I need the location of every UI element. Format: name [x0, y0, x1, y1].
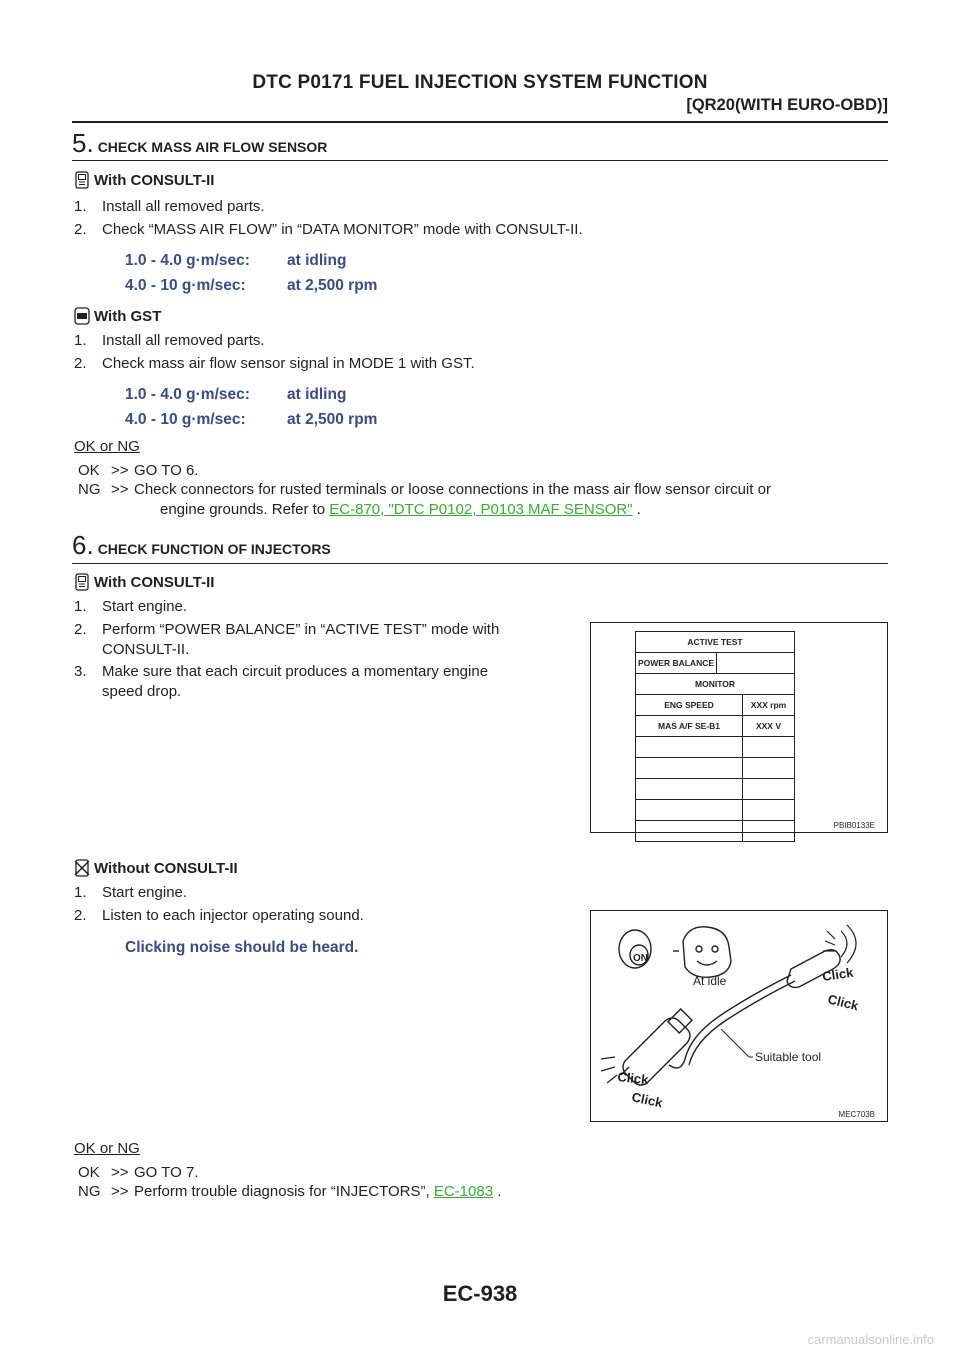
engine-subtitle: [QR20(WITH EURO-OBD)]	[686, 96, 888, 114]
no-consult-icon	[74, 859, 90, 877]
sound-lines-icon	[601, 1057, 617, 1083]
monitor-row: ENG SPEED XXX rpm	[636, 694, 794, 715]
consult-mode-label: With CONSULT-II	[94, 573, 215, 591]
monitor-empty-row	[636, 757, 794, 778]
step-6-consult-step-3: 3. Make sure that each circuit produces a momentary engine speed drop.	[74, 663, 489, 700]
clicking-spec: Clicking noise should be heard.	[125, 939, 359, 956]
step-6-consult-step-1: 1. Start engine.	[74, 598, 188, 615]
svg-text:ON: ON	[633, 953, 648, 964]
gst-mode-heading	[74, 307, 161, 325]
ok-result: OK >> GO TO 7.	[78, 1164, 199, 1181]
step-5-rule	[72, 160, 888, 161]
svg-text:Click: Click	[826, 991, 861, 1014]
monitor-empty-row	[636, 799, 794, 820]
spec-row: 1.0 - 4.0 g·m/sec: at idling	[125, 386, 347, 403]
svg-text:Click: Click	[630, 1089, 664, 1111]
engine-icon	[673, 927, 731, 978]
spec-row: 1.0 - 4.0 g·m/sec: at idling	[125, 252, 347, 269]
ok-result: OK >> GO TO 6.	[78, 462, 199, 479]
step-5-gst-step-2: 2. Check mass air flow sensor signal in MODE 1 with GST.	[74, 355, 475, 372]
step-6-heading	[72, 530, 331, 561]
monitor-test-row: POWER BALANCE	[636, 652, 794, 673]
gst-mode-label: With GST	[94, 307, 162, 325]
injector-figure	[590, 910, 888, 1122]
consult-mode-heading	[74, 171, 214, 189]
svg-text:Click: Click	[821, 964, 855, 984]
monitor-empty-row	[636, 736, 794, 757]
step-6-number: 6.	[72, 530, 94, 560]
without-consult-label: Without CONSULT-II	[94, 859, 238, 877]
svg-text:At idle: At idle	[693, 974, 727, 988]
step-6-consult-step-2: 2. Perform “POWER BALANCE” in “ACTIVE TEST” mode with CONSULT-II.	[74, 621, 500, 658]
figure-code: PBIB0133E	[833, 821, 875, 830]
header-rule	[72, 121, 888, 123]
spec-row: 4.0 - 10 g·m/sec: at 2,500 rpm	[125, 411, 378, 428]
svg-text:Click: Click	[616, 1069, 650, 1088]
monitor-label-row: MONITOR	[636, 673, 794, 694]
monitor-table	[635, 631, 795, 842]
ng-result: NG >> Perform trouble diagnosis for “INJECTORS”, EC-1083 .	[78, 1183, 502, 1200]
consult-mode-heading	[74, 573, 214, 591]
step-6-title: CHECK FUNCTION OF INJECTORS	[97, 541, 331, 557]
ok-or-ng-label: OK or NG	[74, 1140, 140, 1157]
active-test-figure	[590, 622, 888, 833]
watermark: carmanualsonline.info	[807, 1332, 934, 1347]
consult-icon	[74, 573, 90, 591]
spec-row: 4.0 - 10 g·m/sec: at 2,500 rpm	[125, 277, 378, 294]
consult-mode-label: With CONSULT-II	[94, 171, 215, 189]
step-6-without-step-1: 1. Start engine.	[74, 884, 188, 901]
monitor-header: ACTIVE TEST	[687, 637, 743, 647]
step-5-heading	[72, 128, 327, 159]
ng-result: NG >> Check connectors for rusted terminals or loose connections in the mass air flow sensor circuit or engine grounds. Refer to EC-870, "DTC P0102, P0103 MAF SENSOR" .	[78, 481, 771, 518]
monitor-empty-row	[636, 820, 794, 841]
ok-or-ng-label: OK or NG	[74, 438, 140, 455]
step-5-title: CHECK MASS AIR FLOW SENSOR	[97, 139, 328, 155]
step-6-without-step-2: 2. Listen to each injector operating sound.	[74, 907, 364, 924]
without-consult-heading	[74, 859, 238, 877]
monitor-row: MAS A/F SE-B1 XXX V	[636, 715, 794, 736]
step-5-consult-step-2: 2. Check “MASS AIR FLOW” in “DATA MONITOR” mode with CONSULT-II.	[74, 221, 583, 238]
step-5-gst-step-1: 1. Install all removed parts.	[74, 332, 265, 349]
svg-text:Suitable tool: Suitable tool	[755, 1050, 822, 1064]
monitor-empty-row	[636, 778, 794, 799]
gst-icon	[74, 307, 90, 325]
injector-illustration	[591, 911, 887, 1121]
maf-sensor-link[interactable]: EC-870, "DTC P0102, P0103 MAF SENSOR"	[329, 501, 633, 518]
consult-icon	[74, 171, 90, 189]
page-number: EC-938	[442, 1281, 518, 1306]
step-6-rule	[72, 563, 888, 564]
injectors-link[interactable]: EC-1083	[433, 1183, 494, 1200]
step-5-number: 5.	[72, 128, 94, 158]
step-5-consult-step-1: 1. Install all removed parts.	[74, 198, 265, 215]
page-title: DTC P0171 FUEL INJECTION SYSTEM FUNCTION	[252, 72, 708, 93]
figure-code: MEC703B	[838, 1110, 875, 1119]
